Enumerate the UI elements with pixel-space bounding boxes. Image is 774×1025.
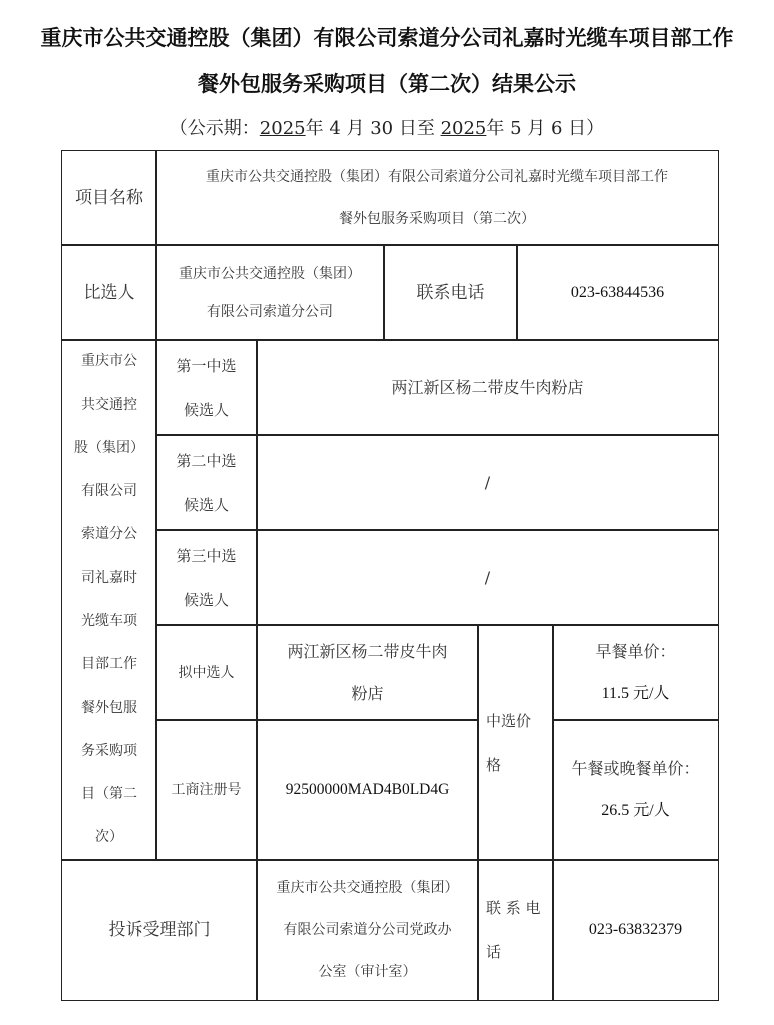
project-vertical-line: 有限公司 — [81, 483, 137, 500]
period-end-rest: 年 5 月 6 日） — [486, 118, 605, 139]
complaint-label: 投诉受理部门 — [61, 859, 258, 1001]
winner-value: 两江新区杨二带皮牛肉 粉店 — [256, 624, 479, 721]
publicity-period — [0, 114, 774, 140]
buyer-label: 比选人 — [61, 244, 157, 341]
period-start-year: 2025 — [259, 118, 306, 139]
project-vertical-label — [61, 339, 157, 861]
complaint-phone-label: 联 系 电 话 — [477, 859, 554, 1001]
breakfast-price: 早餐单价： 11.5 元/人 — [552, 624, 719, 721]
contact-label: 联系电话 — [383, 244, 518, 341]
buyer-value: 重庆市公共交通控股（集团） 有限公司索道分公司 — [155, 244, 385, 341]
project-vertical-line: 次） — [95, 829, 123, 846]
winner-label: 拟中选人 — [155, 624, 258, 721]
title-line-2: 餐外包服务采购项目（第二次）结果公示 — [198, 71, 576, 96]
price-label: 中选价 格 — [477, 624, 554, 861]
project-vertical-line: 目部工作 — [81, 656, 137, 673]
period-start-rest: 年 4 月 30 日至 — [305, 118, 441, 139]
candidate-3-label: 第三中选 候选人 — [155, 529, 258, 626]
title-line-1: 重庆市公共交通控股（集团）有限公司索道分公司礼嘉时光缆车项目部工作 — [40, 25, 734, 50]
project-vertical-line: 光缆车项 — [81, 613, 137, 629]
period-end-year: 2025 — [440, 118, 487, 139]
period-prefix: （公示期： — [169, 118, 260, 139]
project-vertical-line: 重庆市公 — [81, 353, 137, 370]
project-name-value: 重庆市公共交通控股（集团）有限公司索道分公司礼嘉时光缆车项目部工作 餐外包服务采购项目（第二次） — [155, 150, 719, 246]
project-vertical-line: 股（集团） — [74, 439, 144, 456]
complaint-dept: 重庆市公共交通控股（集团） 有限公司索道分公司党政办 公室（审计室） — [256, 859, 479, 1001]
complaint-phone: 023-63832379 — [552, 859, 719, 1001]
registration-number: 92500000MAD4B0LD4G — [256, 719, 479, 861]
project-vertical-line: 务采购项 — [81, 742, 137, 759]
candidate-3-value: / — [256, 529, 719, 626]
candidate-1-value: 两江新区杨二带皮牛肉粉店 — [256, 339, 719, 436]
contact-phone: 023-63844536 — [516, 244, 719, 341]
project-vertical-line: 共交通控 — [81, 396, 137, 413]
candidate-1-label: 第一中选 候选人 — [155, 339, 258, 436]
candidate-2-value: / — [256, 434, 719, 531]
candidate-2-label: 第二中选 候选人 — [155, 434, 258, 531]
lunch-dinner-price: 午餐或晚餐单价： 26.5 元/人 — [552, 719, 719, 861]
project-vertical-line: 司礼嘉时 — [81, 569, 137, 586]
project-vertical-line: 索道分公 — [81, 526, 137, 543]
registration-label: 工商注册号 — [155, 719, 258, 861]
project-name-label: 项目名称 — [61, 150, 157, 246]
project-vertical-line: 餐外包服 — [81, 699, 137, 716]
project-vertical-line: 目（第二 — [81, 786, 137, 803]
